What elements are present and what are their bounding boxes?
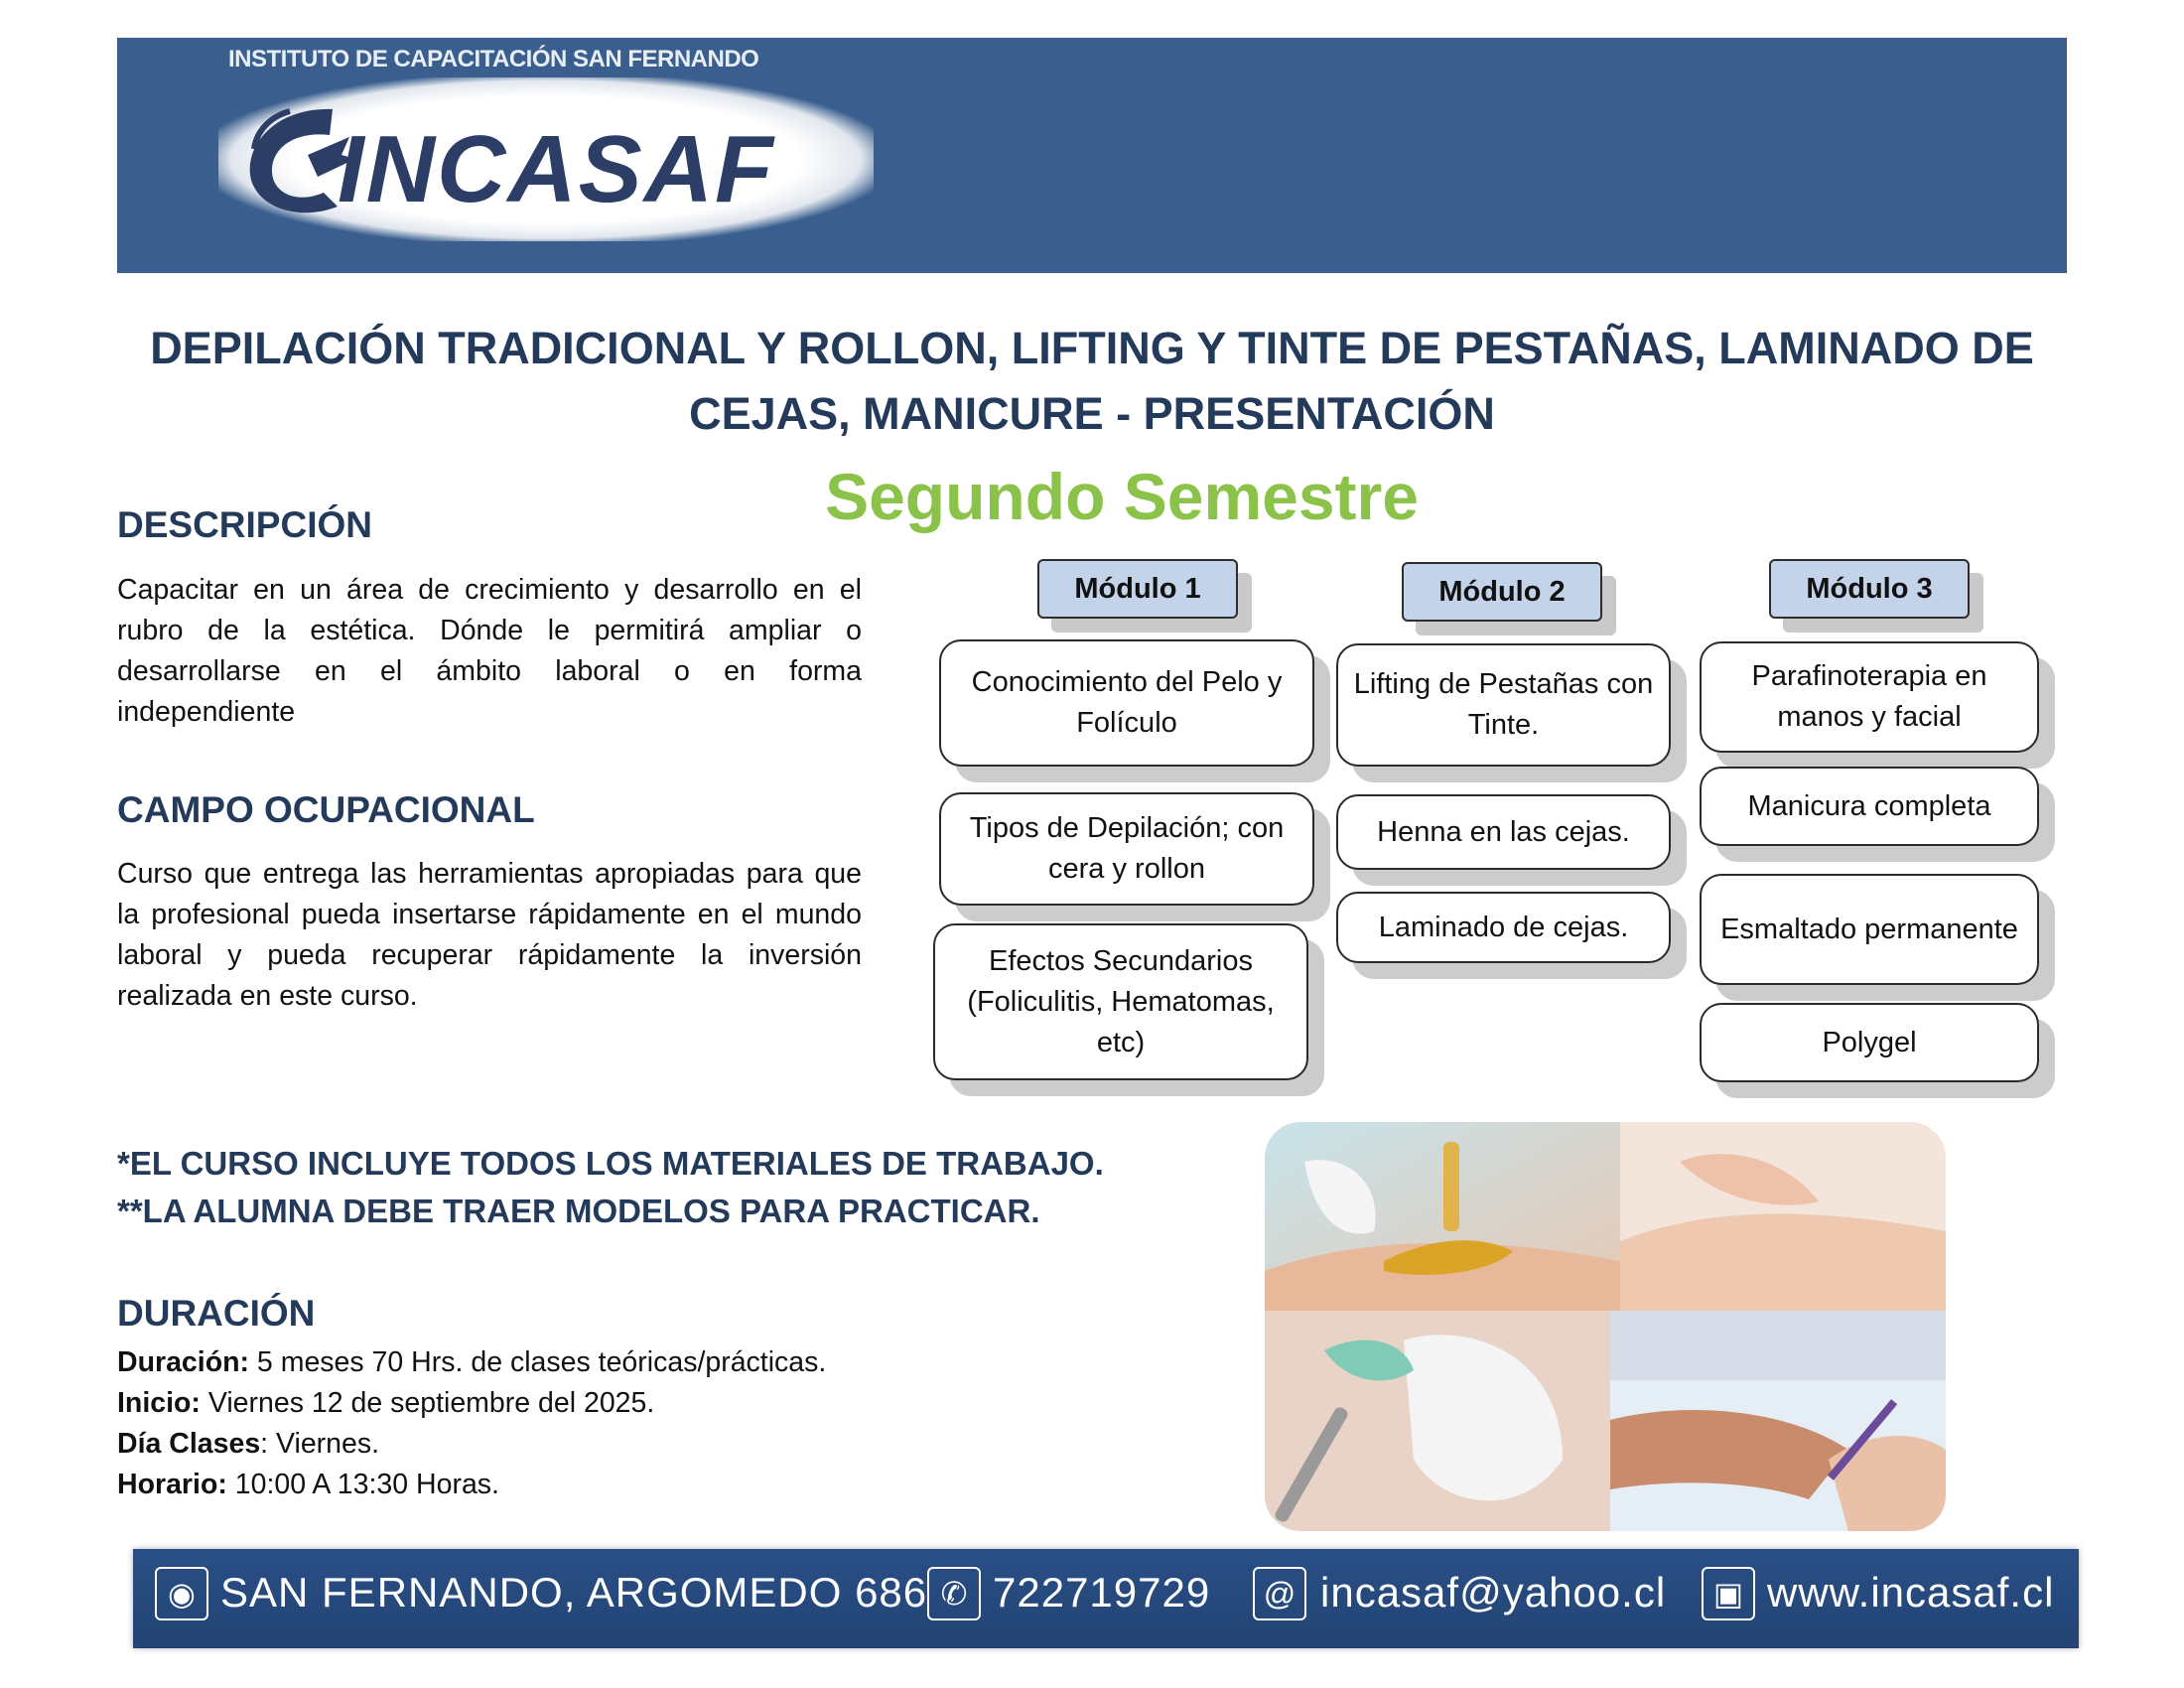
manicure-photo [1610,1311,1946,1531]
photo-collage [1265,1122,1946,1531]
duracion-list [117,1342,826,1505]
header-banner [117,38,2067,273]
email-icon: @ [1253,1567,1306,1620]
web-icon: ▣ [1702,1567,1755,1620]
module-3-item-2: Manicura completa [1700,767,2039,846]
module-1-tag: Módulo 1 [1037,559,1238,619]
module-1-item-3: Efectos Secundarios (Foliculitis, Hematomas, etc) [933,923,1308,1080]
footer-address: SAN FERNANDO, ARGOMEDO 686 [220,1569,928,1616]
title-line-1: DEPILACIÓN TRADICIONAL Y ROLLON, LIFTING Y TINTE DE PESTAÑAS, LAMINADO DE [150,323,2034,373]
horario-item [117,1465,826,1505]
descripcion-heading: DESCRIPCIÓN [117,504,372,545]
page-title [117,316,2067,447]
campo-heading: CAMPO OCUPACIONAL [117,789,535,830]
module-3-item-1: Parafinoterapia en manos y facial [1700,641,2039,753]
module-2-item-2: Henna en las cejas. [1336,794,1671,870]
inicio-label: Inicio: [117,1387,201,1419]
descripcion-text: Capacitar en un área de crecimiento y desarrollo en el rubro de la estética. Dónde le permitirá ampliar o desarrollarse en el ámbito laboral o en forma independiente [117,574,862,728]
logo [218,77,874,241]
module-2-tag: Módulo 2 [1402,562,1602,622]
module-1-item-2: Tipos de Depilación; con cera y rollon [939,792,1314,906]
semester-subtitle: Segundo Semestre [825,460,1419,533]
dia-clases-label: Día Clases [117,1428,261,1460]
logo-text: INCASAF [338,116,775,222]
duracion-heading: DURACIÓN [117,1293,316,1334]
arm-photo [1620,1122,1946,1311]
module-3-item-4: Polygel [1700,1003,2039,1082]
horario-value: 10:00 A 13:30 Horas. [226,1469,499,1500]
horario-label: Horario: [117,1469,227,1500]
location-icon: ◉ [155,1567,208,1620]
note-models: **LA ALUMNA DEBE TRAER MODELOS PARA PRACTICAR. [117,1193,1040,1229]
module-1-item-1: Conocimiento del Pelo y Folículo [939,639,1314,767]
footer-phone: 722719729 [993,1569,1211,1616]
waxing-photo [1265,1122,1620,1311]
module-3-tag: Módulo 3 [1769,559,1970,619]
course-notes [117,1140,1104,1235]
campo-text: Curso que entrega las herramientas apropiadas para que la profesional pueda insertarse rápidamente en el mundo laboral y pueda recuperar rápidamente la inversión realizada en este curso. [117,858,862,1012]
module-3-item-3: Esmaltado permanente [1700,874,2039,985]
title-line-2: CEJAS, MANICURE - PRESENTACIÓN [689,388,1495,439]
dia-clases-value: : Viernes. [260,1428,380,1460]
dia-clases-item [117,1424,826,1465]
module-2-item-1: Lifting de Pestañas con Tinte. [1336,643,1671,767]
lash-lift-photo [1265,1311,1610,1531]
inicio-item [117,1383,826,1424]
footer-web[interactable]: www.incasaf.cl [1767,1569,2055,1616]
footer-email[interactable]: incasaf@yahoo.cl [1320,1569,1667,1616]
duracion-label: Duración: [117,1346,250,1378]
phone-icon: ✆ [927,1567,981,1620]
note-materials: *EL CURSO INCLUYE TODOS LOS MATERIALES DE TRABAJO. [117,1145,1104,1182]
footer-bar [133,1549,2079,1648]
module-2-item-3: Laminado de cejas. [1336,892,1671,963]
duracion-value: 5 meses 70 Hrs. de clases teóricas/prácticas. [249,1346,827,1378]
institute-name: INSTITUTO DE CAPACITACIÓN SAN FERNANDO [228,46,759,72]
duracion-item [117,1342,826,1383]
inicio-value: Viernes 12 de septiembre del 2025. [200,1387,655,1419]
